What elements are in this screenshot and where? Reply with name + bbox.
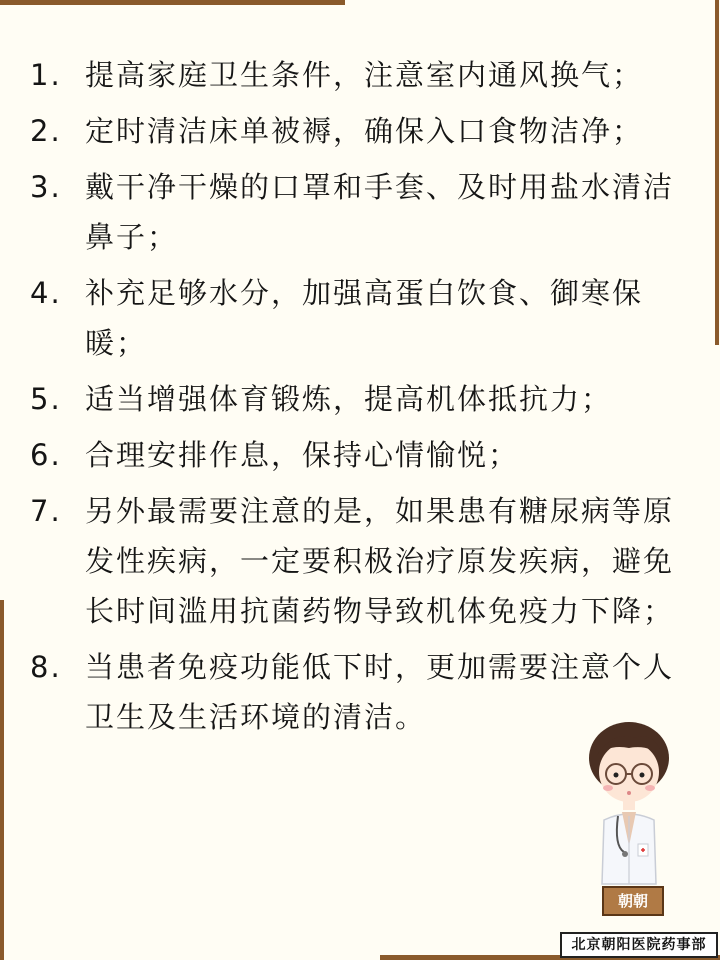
item-number: 3. <box>30 170 62 204</box>
footer-stamp: 北京朝阳医院药事部 <box>560 932 718 958</box>
list-item <box>30 106 690 156</box>
item-text: 补充足够水分，加强高蛋白饮食、御寒保暖； <box>85 276 644 360</box>
item-text: 定时清洁床单被褥，确保入口食物洁净； <box>85 114 644 148</box>
mascot-name-plate: 朝朝 <box>602 886 664 916</box>
item-text: 合理安排作息，保持心情愉悦； <box>85 438 520 472</box>
list-item <box>30 268 690 368</box>
item-number: 5. <box>30 382 62 416</box>
item-number: 6. <box>30 438 62 472</box>
item-text: 当患者免疫功能低下时，更加需要注意个人卫生及生活环境的清洁。 <box>85 650 675 734</box>
left-border-bar <box>0 600 4 960</box>
right-border-bar <box>715 0 719 345</box>
list-item <box>30 430 690 480</box>
advice-list <box>30 50 690 748</box>
item-number: 1. <box>30 58 62 92</box>
top-border-bar <box>0 0 345 5</box>
item-number: 8. <box>30 650 62 684</box>
item-number: 4. <box>30 276 62 310</box>
list-item <box>30 374 690 424</box>
list-item <box>30 486 690 636</box>
item-text: 戴干净干燥的口罩和手套、及时用盐水清洁鼻子； <box>85 170 675 254</box>
item-text: 提高家庭卫生条件，注意室内通风换气； <box>85 58 644 92</box>
list-item <box>30 162 690 262</box>
item-number: 2. <box>30 114 62 148</box>
list-item <box>30 50 690 100</box>
item-text: 另外最需要注意的是，如果患有糖尿病等原发性疾病，一定要积极治疗原发疾病，避免长时间滥用抗菌药物导致机体免疫力下降； <box>85 494 675 628</box>
item-number: 7. <box>30 494 62 528</box>
item-text: 适当增强体育锻炼，提高机体抵抗力； <box>85 382 613 416</box>
